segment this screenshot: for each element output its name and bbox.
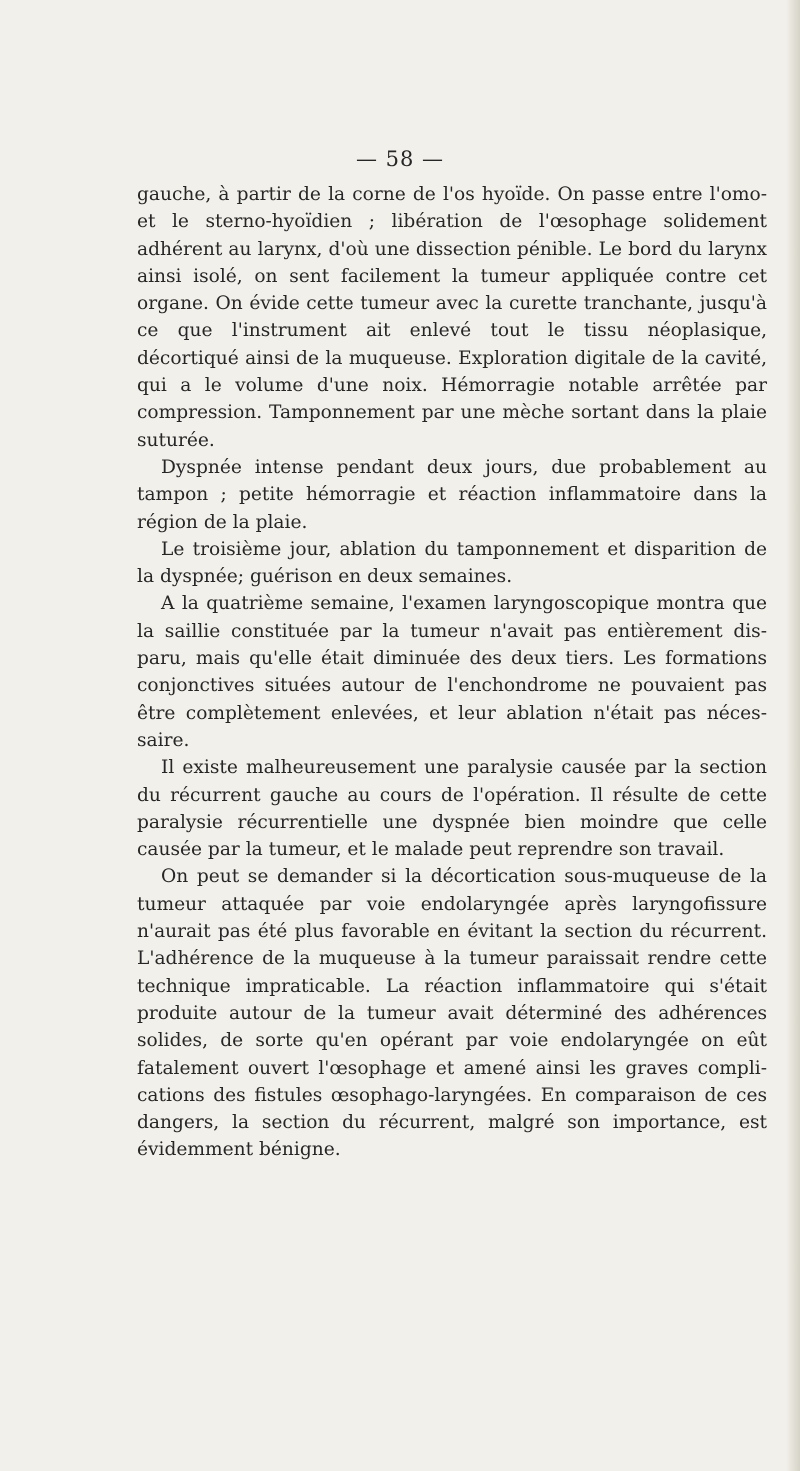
paragraph-quatrieme-semaine: A la quatrième semaine, l'examen laryngoscopique montra que la saillie constituée par la tumeur n'avait pas entièrement dis-paru, mais qu'elle était diminuée des deux tiers. Les formations conjonctives situées autour de l'enchondrome ne pouvaient pas être complètement enlevées, et leur ablation n'était pas néces-saire. bbox=[137, 593, 767, 751]
paragraph-continuation: gauche, à partir de la corne de l'os hyoïde. On passe entre l'omo-et le sterno-hyoïdien ; libération de l'œsophage solidement adhérent au larynx, d'où une dissection pénible. Le bord du larynx ainsi isolé, on sent facilement la tumeur appliquée contre cet organe. On évide cette tumeur avec la curette tranchante, jusqu'à ce que l'instrument ait enlevé tout le tissu néoplasique, décortiqué ainsi de la muqueuse. Exploration digitale de la cavité, qui a le volume d'une noix. Hémorragie notable arrêtée par compression. Tamponnement par une mèche sortant dans la plaie suturée. bbox=[137, 184, 767, 451]
page-edge-shadow bbox=[786, 0, 800, 1471]
body-text bbox=[137, 181, 767, 1164]
paragraph-decortication: On peut se demander si la décortication sous-muqueuse de la tumeur attaquée par voie endolaryngée après laryngofissure n'aurait pas été plus favorable en évitant la section du récurrent. L'adhérence de la muqueuse à la tumeur paraissait rendre cette technique impraticable. La réaction inflammatoire qui s'était produite autour de la tumeur avait déterminé des adhérences solides, de sorte qu'en opérant par voie endolaryngée on eût fatalement ouvert l'œsophage et amené ainsi les graves compli-cations des fistules œsophago-laryngées. En comparaison de ces dangers, la section du récurrent, malgré son importance, est évidemment bénigne. bbox=[137, 866, 767, 1161]
page-number: — 58 — bbox=[355, 147, 445, 171]
paragraph-paralysie: Il existe malheureusement une paralysie causée par la section du récurrent gauche au cours de l'opération. Il résulte de cette paralysie récurrentielle une dyspnée bien moindre que celle causée par la tumeur, et le malade peut reprendre son travail. bbox=[137, 757, 767, 861]
paragraph-dyspnee: Dyspnée intense pendant deux jours, due probablement au tampon ; petite hémorragie et réaction inflammatoire dans la région de la plaie. bbox=[137, 456, 767, 533]
paragraph-troisieme-jour: Le troisième jour, ablation du tamponnement et disparition de la dyspnée; guérison en deux semaines. bbox=[137, 538, 767, 588]
